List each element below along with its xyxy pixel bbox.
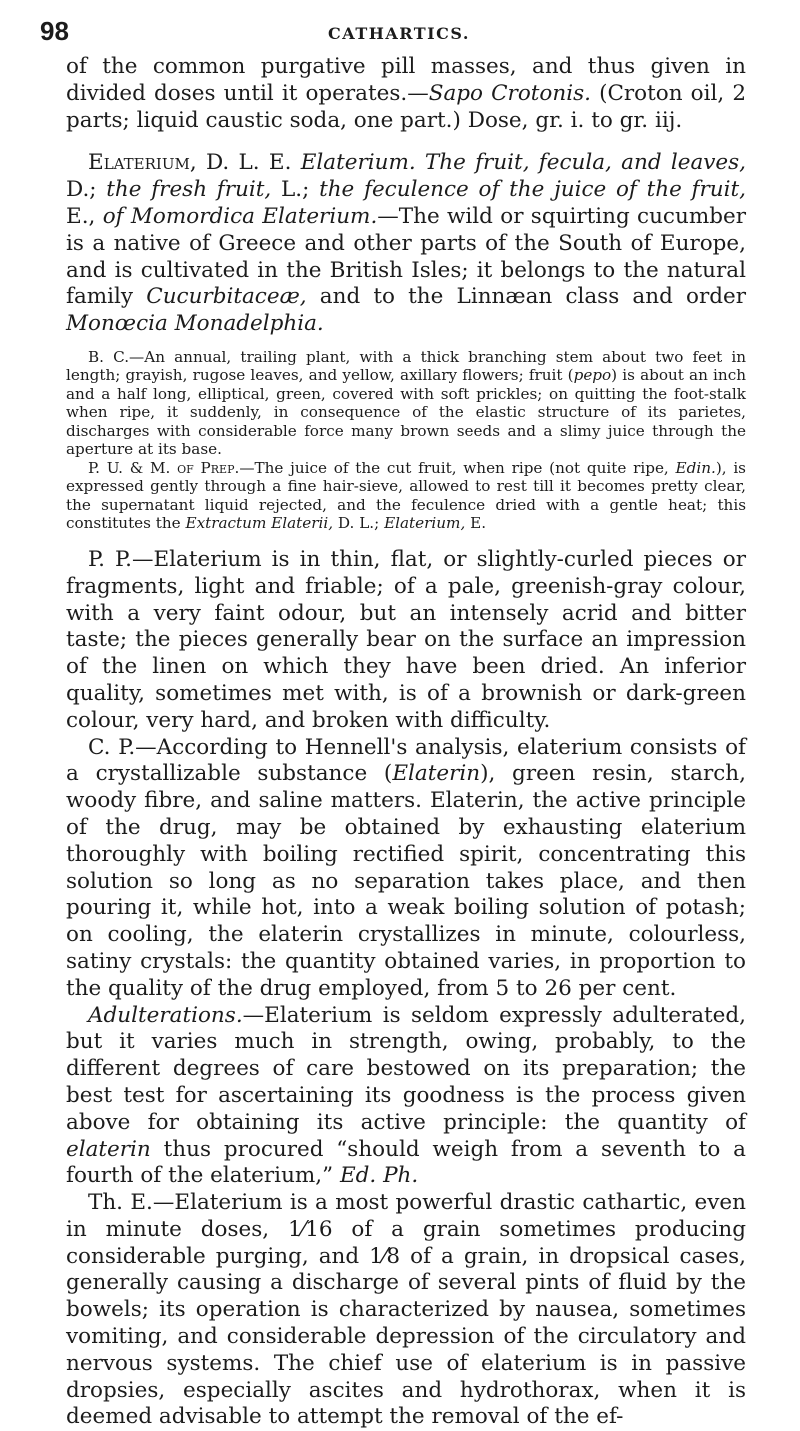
paragraph-elaterium-intro: Elaterium, D. L. E. Elaterium. The fruit, fecula, and leaves, D.; the fresh fruit, L.; the feculence of the juice of the fruit, E., of Momordica Elaterium.—The wild or squirting cucumber is a native of Greece and other parts of the South of Europe, and is cultivated in the British Isles; it belongs to the natural family Cucurbitaceæ, and to the Linnæan class and order Monœcia Monadelphia. [66, 150, 747, 337]
page-number: 98 [40, 16, 69, 46]
fraction-one-eighth: 1⁄8 [369, 1243, 401, 1269]
body-text [66, 54, 746, 1431]
paragraph-purgative-pill: of the common purgative pill masses, and thus given in divided doses until it operates.—Sapo Crotonis. (Croton oil, 2 parts; liquid caustic soda, one part.) Dose, gr. i. to gr. iij. [66, 54, 746, 133]
paragraph-therapeutic-effects: Th. E.—Elaterium is a most powerful drastic cathartic, even in minute doses, 1⁄16 of a grain sometimes producing considerable purging, and 1⁄8 of a grain, in dropsical cases, generally causing a discharge of several pints of fluid by the bowels; its operation is characterized by nausea, sometimes vomiting, and considerable depression of the circulatory and nervous systems. The chief use of elaterium is in passive dropsies, especially ascites and hydrothorax, when it is deemed advisable to attempt the removal of the ef- [66, 1190, 746, 1430]
chapter-title: CATHARTICS. [328, 24, 470, 43]
paragraph-adulterations: Adulterations.—Elaterium is seldom expressly adulterated, but it varies much in strength, owing, probably, to the different degrees of care bestowed on its preparation; the best test for ascertaining its goodness is the process given above for obtaining its active principle: the quantity of elaterin thus procured “should weigh from a seventh to a fourth of the elaterium,” Ed. Ph. [66, 1002, 746, 1189]
fraction-one-sixteenth: 1⁄16 [287, 1216, 333, 1242]
running-head [38, 16, 760, 46]
paragraph-physical-properties: P. P.—Elaterium is in thin, flat, or slightly-curled pieces or fragments, light and friable; of a pale, greenish-gray colour, with a very faint odour, but an intensely acrid and bitter taste; the pieces generally bear on the surface an impression of the linen on which they have been dried. An inferior quality, sometimes met with, is of a brownish or dark-green colour, very hard, and broken with difficulty. [66, 546, 746, 733]
paragraph-chemical-properties: C. P.—According to Hennell's analysis, elaterium consists of a crystallizable substance (Elaterin), green resin, starch, woody fibre, and saline matters. Elaterin, the active principle of the drug, may be obtained by exhausting elaterium thoroughly with boiling rectified spirit, concentrating this solution so long as no separation takes place, and then pouring it, while hot, into a weak boiling solution of potash; on cooling, the elaterin crystallizes in minute, colourless, satiny crystals: the quantity obtained varies, in proportion to the quality of the drug employed, from 5 to 26 per cent. [66, 734, 746, 1001]
paragraph-botanical-character: B. C.—An annual, trailing plant, with a thick branching stem about two feet in length; grayish, rugose leaves, and yellow, axillary flowers; fruit (pepo) is about an inch and a half long, elliptical, green, covered with soft prickles; on quitting the foot-stalk when ripe, it suddenly, in consequence of the elastic structure of its parietes, discharges with considerable force many brown seeds and a slimy juice through the aperture at its base. [66, 347, 746, 459]
paragraph-preparation: P. U. & M. of Prep.—The juice of the cut fruit, when ripe (not quite ripe, Edin.), is expressed gently through a fine hair-sieve, allowed to rest till it becomes pretty clear, the supernatant liquid rejected, and the feculence dried with a gentle heat; this constitutes the Extractum Elaterii, D. L.; Elaterium, E. [66, 458, 746, 533]
